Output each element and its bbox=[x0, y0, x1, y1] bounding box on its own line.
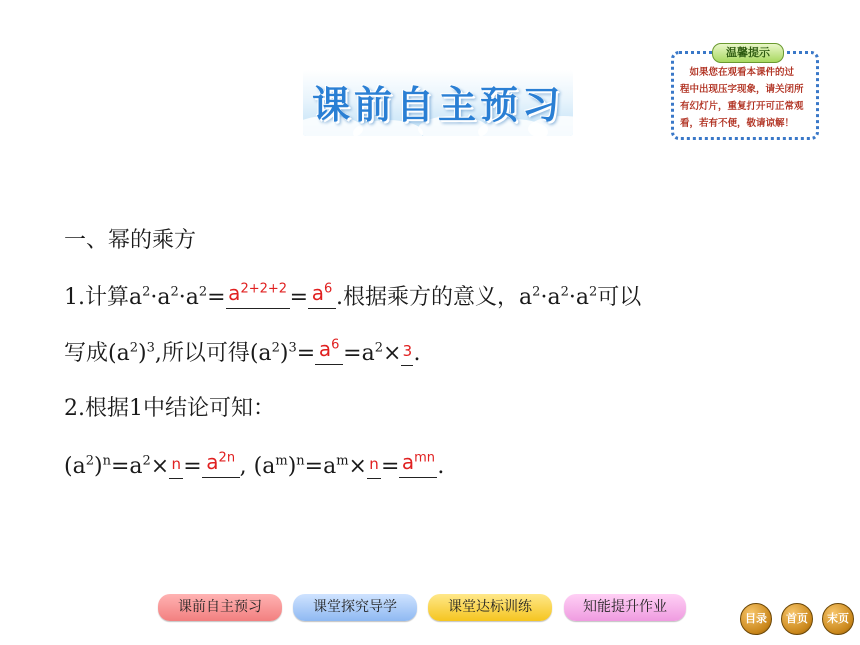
tip-line: 有幻灯片，重复打开可正常观 bbox=[680, 101, 804, 112]
toc-button[interactable]: 目录 bbox=[740, 603, 772, 635]
answer-blank bbox=[226, 282, 290, 309]
answer-blank bbox=[401, 339, 413, 366]
page-title: 课前自主预习 bbox=[311, 83, 564, 127]
answer-text: $a^6$ bbox=[311, 281, 333, 305]
answer-text: $a^6$ bbox=[318, 337, 340, 361]
title-banner bbox=[303, 70, 573, 136]
tip-line: 看，若有不便，敬请谅解！ bbox=[680, 118, 795, 129]
nav-homework-button[interactable]: 知能提升作业 bbox=[564, 594, 686, 621]
section-heading: 一、幂的乘方 bbox=[64, 228, 197, 253]
home-button[interactable]: 首页 bbox=[781, 603, 813, 635]
nav-preview-button[interactable]: 课前自主预习 bbox=[158, 594, 282, 621]
problem-line-4: $(a^2)^n=a^2\times n = a^{2n}$ , $(a^m)^n=a^m\times n = a^{mn}$ . bbox=[64, 450, 445, 479]
answer-text: $a^{mn}$ bbox=[401, 450, 435, 474]
answer-text: $a^{2n}$ bbox=[206, 450, 236, 474]
problem-line-1: 1.计算$a^2\cdot a^2\cdot a^2= a^{2+2+2} = a^6$ .根据乘方的意义，$a^2\cdot a^2\cdot a^2$可以 bbox=[64, 281, 642, 310]
answer-blank bbox=[169, 452, 183, 479]
end-button[interactable]: 末页 bbox=[822, 603, 854, 635]
answer-blank bbox=[367, 452, 381, 479]
answer-blank bbox=[202, 451, 240, 478]
answer-text: 3 bbox=[402, 342, 413, 360]
problem-line-2: 写成$(a^2)^3$,所以可得$(a^2)^3= a^6 =a^2\times 3$. bbox=[64, 337, 421, 366]
tip-header: 温馨提示 bbox=[712, 43, 784, 63]
answer-blank bbox=[399, 451, 437, 478]
tip-box bbox=[671, 46, 819, 140]
answer-blank bbox=[308, 282, 336, 309]
problem-line-3: 2.根据1中结论可知： bbox=[64, 396, 275, 421]
answer-text: $a^{2+2+2}$ bbox=[228, 281, 288, 305]
tip-text bbox=[680, 64, 812, 132]
nav-explore-button[interactable]: 课堂探究导学 bbox=[293, 594, 417, 621]
nav-practice-button[interactable]: 课堂达标训练 bbox=[428, 594, 552, 621]
answer-text: n bbox=[369, 455, 379, 473]
tip-line: 如果您在观看本课件的过 bbox=[680, 67, 795, 78]
answer-blank bbox=[315, 338, 343, 365]
tip-line: 程中出现压字现象，请关闭所 bbox=[680, 84, 804, 95]
answer-text: n bbox=[171, 455, 181, 473]
